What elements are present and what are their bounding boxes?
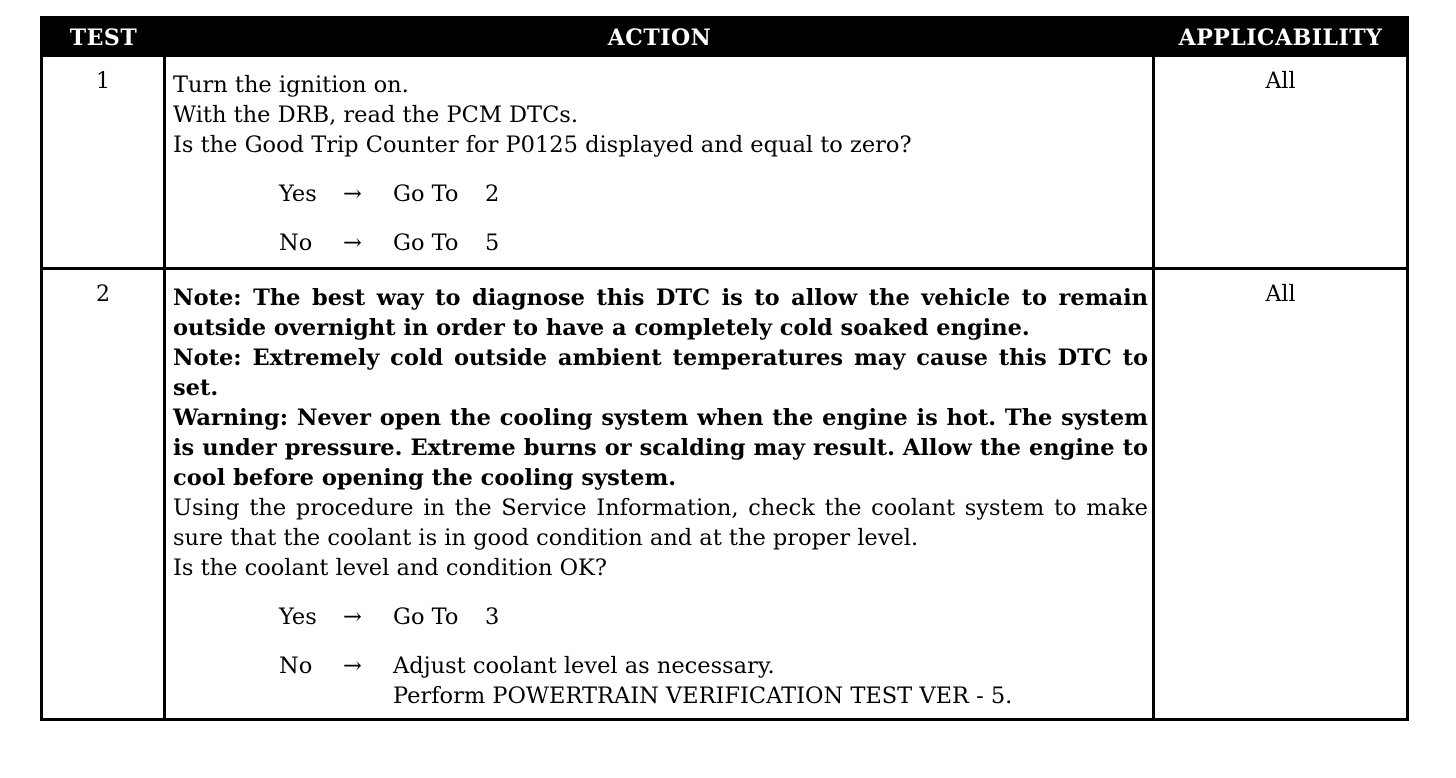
yes-answer — [173, 602, 1148, 632]
right-arrow-icon: → — [343, 230, 362, 256]
right-arrow-icon: → — [343, 604, 362, 630]
no-answer — [173, 228, 1148, 258]
note-text: Note: Extremely cold outside ambient temperatures may cause this DTC to set. — [173, 345, 1148, 401]
no-label: No — [279, 230, 313, 256]
no-label: No — [279, 653, 313, 679]
table-header — [43, 19, 1406, 57]
action-line: Turn the ignition on. — [173, 72, 409, 98]
right-arrow-icon: → — [343, 653, 362, 679]
right-arrow-icon: → — [343, 181, 362, 207]
note-text: Note: The best way to diagnose this DTC is to allow the vehicle to remain outside overnight in order to have a completely cold soaked engine. — [173, 285, 1148, 341]
procedure-text: Using the procedure in the Service Information, check the coolant system to make sure that the coolant is in good condition and at the proper level. — [173, 495, 1148, 551]
no-answer — [173, 651, 1148, 711]
action-question: Is the Good Trip Counter for P0125 displayed and equal to zero? — [173, 132, 912, 158]
header-test: TEST — [69, 25, 138, 51]
instruction-line: Adjust coolant level as necessary. — [393, 653, 775, 679]
table-row — [43, 270, 1406, 718]
goto-number: 3 — [485, 604, 500, 630]
warning-text: Warning: Never open the cooling system when the engine is hot. The system is under pressure. Extreme burns or scalding may result. Allow the engine to cool before opening the cooling system. — [173, 405, 1148, 491]
applicability-value: All — [1265, 282, 1296, 307]
goto-label: Go To — [393, 181, 459, 207]
yes-label: Yes — [279, 181, 317, 207]
table-row — [43, 57, 1406, 267]
goto-label: Go To — [393, 230, 459, 256]
yes-label: Yes — [279, 604, 317, 630]
instruction-line: Perform POWERTRAIN VERIFICATION TEST VER - 5. — [393, 683, 1013, 709]
goto-number: 5 — [485, 230, 500, 256]
diagnostic-table — [40, 16, 1409, 721]
action-cell — [173, 283, 1148, 711]
test-number: 1 — [96, 69, 110, 94]
action-line: With the DRB, read the PCM DTCs. — [173, 102, 578, 128]
test-number: 2 — [96, 282, 110, 307]
applicability-value: All — [1265, 69, 1296, 94]
no-instruction — [393, 651, 1012, 711]
action-question: Is the coolant level and condition OK? — [173, 555, 607, 581]
header-action: ACTION — [607, 25, 712, 51]
yes-answer — [173, 179, 1148, 209]
action-cell — [173, 70, 1148, 258]
header-applicability: APPLICABILITY — [1178, 25, 1383, 51]
goto-label: Go To — [393, 604, 459, 630]
goto-number: 2 — [485, 181, 500, 207]
